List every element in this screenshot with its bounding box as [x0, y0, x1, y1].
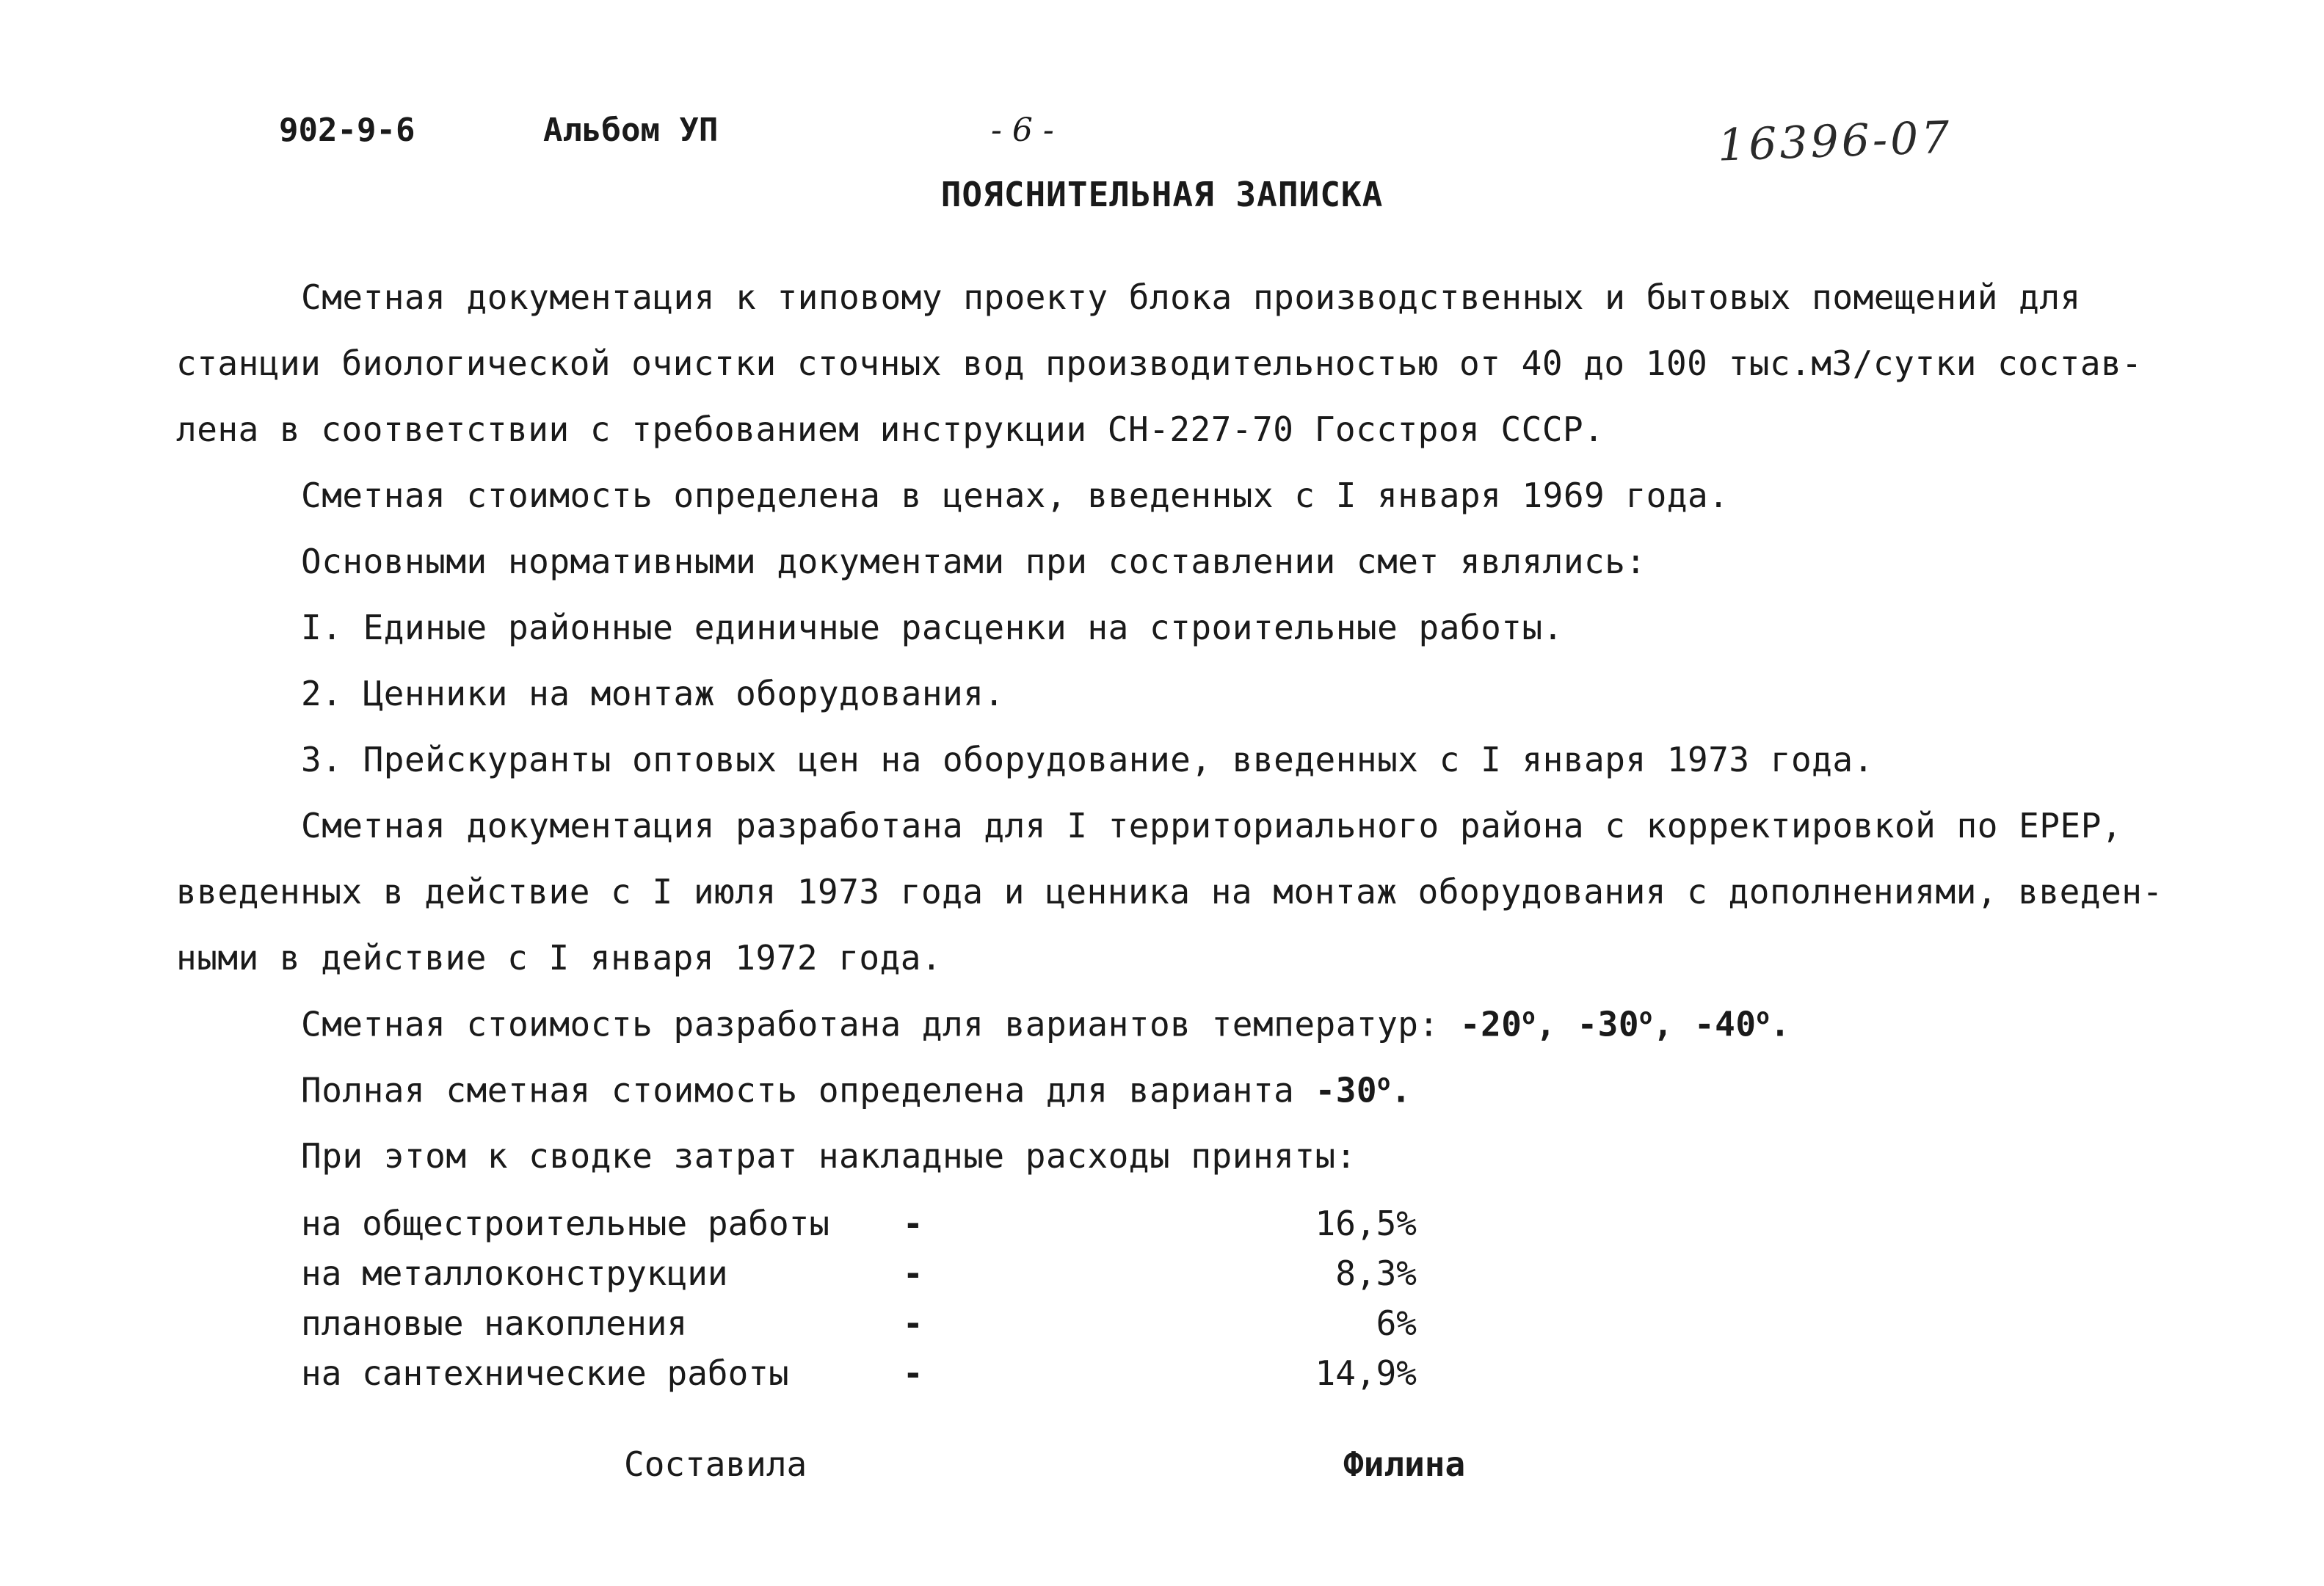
signature-name: Филина	[1343, 1444, 1466, 1484]
degree-sign: o	[1377, 1070, 1391, 1096]
paragraph-7: При этом к сводке затрат накладные расходы приняты:	[301, 1136, 1357, 1176]
list-item-3: 3. Прейскуранты оптовых цен на оборудование, введенных с I января 1973 года.	[301, 740, 1874, 779]
paragraph-1-line-2: станции биологической очистки сточных вод производительностью от 40 до 100 тыс.м3/сутки состав-	[176, 343, 2143, 383]
temperature-1: -20	[1459, 1004, 1522, 1044]
temperature-full: -30	[1315, 1070, 1378, 1110]
document-code: 902-9-6	[279, 112, 415, 149]
paragraph-5: Сметная стоимость разработана для вариантов температур: -20$^o$, -30$^o$, -40$^o$.	[301, 1004, 1791, 1044]
signature-label: Составила	[624, 1444, 807, 1484]
overhead-dash: -	[903, 1353, 923, 1393]
page-title: ПОЯСНИТЕЛЬНАЯ ЗАПИСКА	[940, 175, 1384, 214]
paragraph-6: Полная сметная стоимость определена для варианта -30$^o$.	[301, 1070, 1412, 1110]
page-number: - 6 -	[991, 112, 1054, 149]
degree-sign: o	[1639, 1004, 1653, 1030]
overhead-value: 14,9%	[1315, 1353, 1417, 1393]
overhead-value: 6%	[1376, 1303, 1417, 1343]
paragraph-4-line-3: ными в действие с I января 1972 года.	[176, 938, 943, 978]
overhead-value: 16,5%	[1315, 1204, 1417, 1243]
paragraph-1-line-1: Сметная документация к типовому проекту блока производственных и бытовых помещений для	[301, 277, 2081, 317]
overhead-label: на металлоконструкции	[301, 1254, 728, 1293]
degree-sign: o	[1522, 1004, 1536, 1030]
overhead-dash: -	[903, 1204, 923, 1243]
paragraph-6-text: Полная сметная стоимость определена для варианта	[301, 1070, 1315, 1110]
overhead-label: на общестроительные работы	[301, 1204, 830, 1243]
list-item-2: 2. Ценники на монтаж оборудования.	[301, 674, 1005, 713]
paragraph-2: Сметная стоимость определена в ценах, введенных с I января 1969 года.	[301, 476, 1729, 515]
degree-sign: o	[1756, 1004, 1771, 1030]
handwritten-number: 16396-07	[1716, 112, 1953, 172]
paragraph-4-line-1: Сметная документация разработана для I территориального района с корректировкой по ЕРЕР,	[301, 806, 2123, 845]
overhead-dash: -	[903, 1303, 923, 1343]
overhead-label: на сантехнические работы	[301, 1353, 789, 1393]
list-item-1: I. Единые районные единичные расценки на строительные работы.	[301, 608, 1564, 647]
overhead-value: 8,3%	[1335, 1254, 1417, 1293]
temperature-2: -30	[1577, 1004, 1640, 1044]
album-label: Альбом УП	[543, 112, 719, 149]
temperature-3: -40	[1693, 1004, 1757, 1044]
paragraph-4-line-2: введенных в действие с I июля 1973 года и ценника на монтаж оборудования с дополнениями, введен-	[176, 872, 2163, 912]
paragraph-5-text: Сметная стоимость разработана для вариантов температур:	[301, 1004, 1460, 1044]
overhead-dash: -	[903, 1254, 923, 1293]
overhead-label: плановые накопления	[301, 1303, 688, 1343]
paragraph-3: Основными нормативными документами при составлении смет являлись:	[301, 542, 1646, 581]
paragraph-1-line-3: лена в соответствии с требованием инструкции СН-227-70 Госстроя СССР.	[176, 410, 1605, 449]
